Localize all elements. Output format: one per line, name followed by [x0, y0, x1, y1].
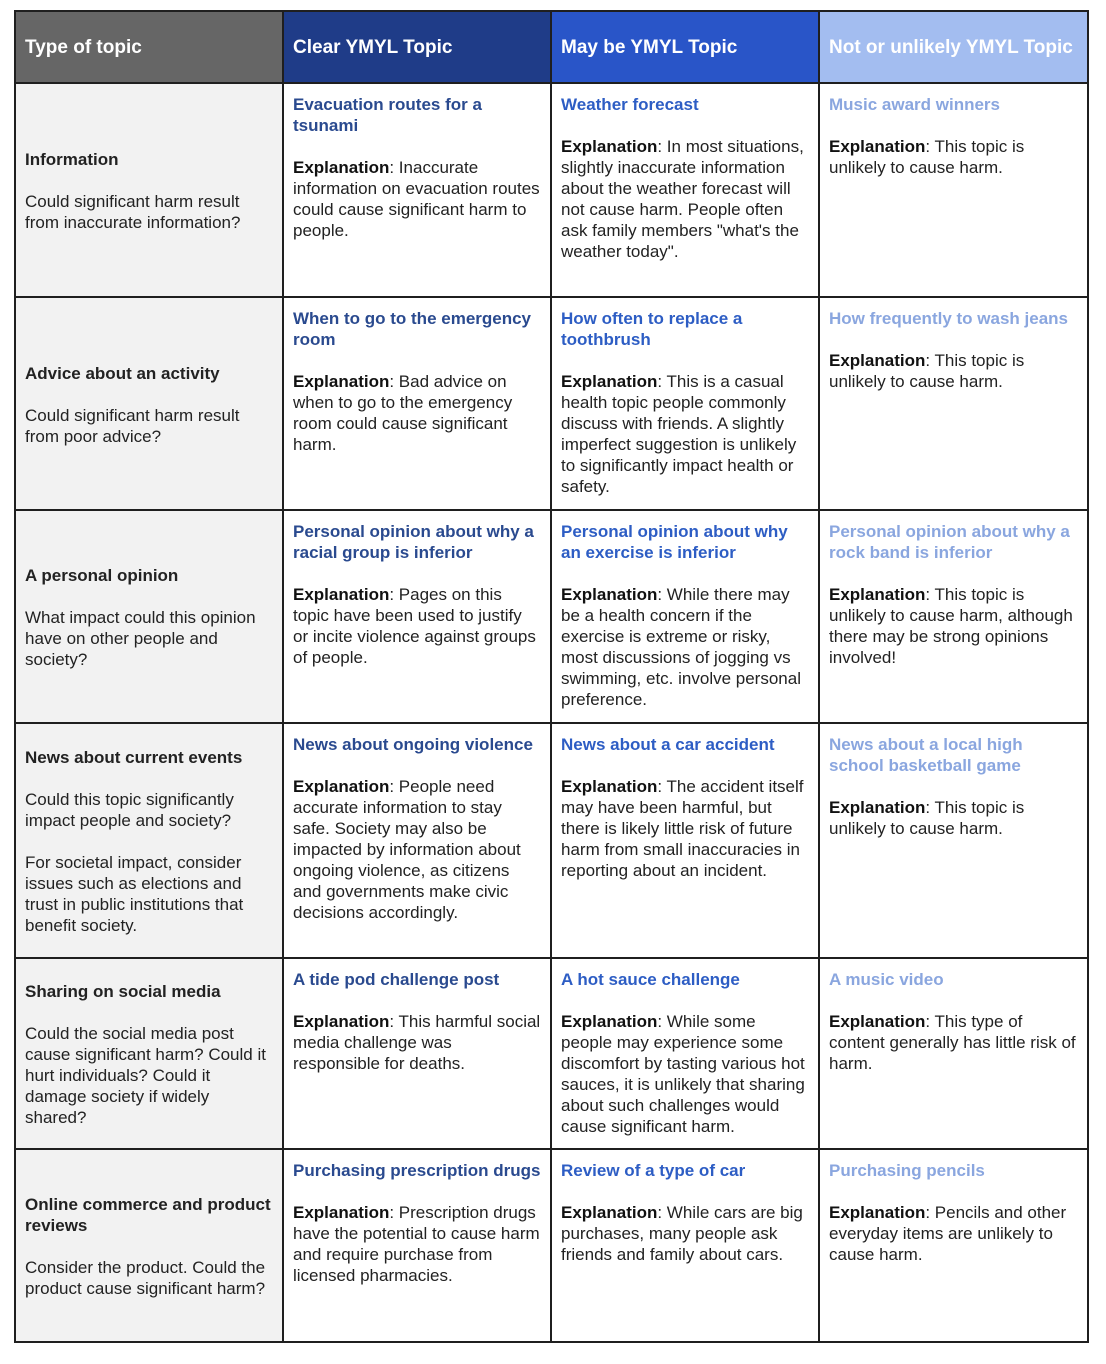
not-ymyl-cell	[819, 297, 1088, 510]
example-title: Personal opinion about why an exercise is inferior	[561, 522, 788, 562]
example-title: News about a local high school basketball game	[829, 735, 1023, 775]
table-row	[15, 83, 1088, 297]
explanation-label: Explanation	[293, 585, 390, 604]
explanation-label: Explanation	[561, 372, 658, 391]
topic-name: Sharing on social media	[25, 982, 221, 1001]
example-title: Personal opinion about why a rock band is inferior	[829, 522, 1070, 562]
may-be-ymyl-cell	[551, 958, 819, 1149]
may-be-ymyl-cell	[551, 510, 819, 723]
topic-description: Could significant harm result from inaccurate information?	[25, 192, 241, 232]
example-title: Purchasing prescription drugs	[293, 1161, 541, 1180]
topic-cell	[15, 723, 283, 958]
explanation-label: Explanation	[829, 351, 926, 370]
may-be-ymyl-cell	[551, 723, 819, 958]
explanation-text: : While some people may experience some discomfort by tasting various hot sauces, it is unlikely that sharing about such challenges would cause significant harm.	[561, 1012, 805, 1136]
may-be-ymyl-cell	[551, 297, 819, 510]
example-title: How frequently to wash jeans	[829, 309, 1068, 328]
clear-ymyl-cell	[283, 723, 551, 958]
explanation-label: Explanation	[561, 585, 658, 604]
example-title: Purchasing pencils	[829, 1161, 985, 1180]
example-title: When to go to the emergency room	[293, 309, 532, 349]
explanation-label: Explanation	[293, 158, 390, 177]
topic-cell	[15, 83, 283, 297]
header-clear-ymyl: Clear YMYL Topic	[283, 11, 551, 83]
explanation-text: : This harmful social media challenge was responsible for deaths.	[293, 1012, 541, 1073]
explanation-text: : This topic is unlikely to cause harm.	[829, 137, 1025, 177]
ymyl-topic-table	[14, 10, 1089, 1343]
topic-description: Consider the product. Could the product cause significant harm?	[25, 1258, 266, 1298]
explanation-text: : While there may be a health concern if the exercise is extreme or risky, most discussions of jogging vs swimming, etc. involve personal preference.	[561, 585, 801, 709]
explanation-label: Explanation	[829, 1012, 926, 1031]
table-row	[15, 297, 1088, 510]
example-title: Music award winners	[829, 95, 1000, 114]
not-ymyl-cell	[819, 510, 1088, 723]
not-ymyl-cell	[819, 958, 1088, 1149]
explanation-text: : This topic is unlikely to cause harm.	[829, 798, 1025, 838]
explanation-label: Explanation	[293, 1203, 390, 1222]
header-not-ymyl: Not or unlikely YMYL Topic	[819, 11, 1088, 83]
topic-cell	[15, 1149, 283, 1342]
explanation-label: Explanation	[561, 137, 658, 156]
example-title: Weather forecast	[561, 95, 699, 114]
topic-name: A personal opinion	[25, 566, 179, 585]
table-row	[15, 510, 1088, 723]
topic-name: News about current events	[25, 748, 243, 767]
explanation-text: : The accident itself may have been harmful, but there is likely little risk of future harm from small inaccuracies in reporting about an incident.	[561, 777, 804, 880]
clear-ymyl-cell	[283, 83, 551, 297]
not-ymyl-cell	[819, 1149, 1088, 1342]
clear-ymyl-cell	[283, 297, 551, 510]
topic-cell	[15, 510, 283, 723]
example-title: Evacuation routes for a tsunami	[293, 95, 482, 135]
explanation-label: Explanation	[293, 777, 390, 796]
header-type-of-topic: Type of topic	[15, 11, 283, 83]
example-title: Personal opinion about why a racial group is inferior	[293, 522, 534, 562]
explanation-text: : This type of content generally has little risk of harm.	[829, 1012, 1076, 1073]
clear-ymyl-cell	[283, 510, 551, 723]
topic-name: Advice about an activity	[25, 363, 220, 383]
explanation-text: : Pages on this topic have been used to justify or incite violence against groups of people.	[293, 585, 536, 667]
clear-ymyl-cell	[283, 958, 551, 1149]
topic-description: Could the social media post cause significant harm? Could it hurt individuals? Could it damage society if widely shared?	[25, 1024, 266, 1127]
explanation-text: : People need accurate information to stay safe. Society may also be impacted by information about ongoing violence, as citizens and governments make civic decisions accordingly.	[293, 777, 521, 922]
example-title: How often to replace a toothbrush	[561, 309, 743, 349]
explanation-label: Explanation	[561, 777, 658, 796]
clear-ymyl-cell	[283, 1149, 551, 1342]
explanation-text: : Inaccurate information on evacuation routes could cause significant harm to people.	[293, 158, 540, 240]
explanation-text: : This topic is unlikely to cause harm.	[829, 351, 1025, 391]
topic-cell	[15, 958, 283, 1149]
header-may-be-ymyl: May be YMYL Topic	[551, 11, 819, 83]
explanation-text: : Bad advice on when to go to the emergency room could cause significant harm.	[293, 372, 513, 454]
explanation-label: Explanation	[829, 798, 926, 817]
explanation-label: Explanation	[829, 585, 926, 604]
may-be-ymyl-cell	[551, 1149, 819, 1342]
topic-description: Could significant harm result from poor advice?	[25, 405, 240, 446]
topic-description: What impact could this opinion have on other people and society?	[25, 608, 256, 669]
explanation-text: : Pencils and other everyday items are unlikely to cause harm.	[829, 1203, 1067, 1264]
explanation-text: : This topic is unlikely to cause harm, although there may be strong opinions involved!	[829, 585, 1073, 667]
explanation-label: Explanation	[561, 1012, 658, 1031]
example-title: A music video	[829, 970, 944, 989]
explanation-text: : While cars are big purchases, many people ask friends and family about cars.	[561, 1203, 803, 1264]
example-title: A hot sauce challenge	[561, 970, 740, 989]
table-row	[15, 958, 1088, 1149]
example-title: News about a car accident	[561, 735, 775, 754]
explanation-text: : This is a casual health topic people commonly discuss with friends. A slightly imperfect suggestion is unlikely to significantly impact health or safety.	[561, 372, 797, 496]
example-title: News about ongoing violence	[293, 735, 533, 754]
topic-description: Could this topic significantly impact people and society? For societal impact, consider issues such as elections and trust in public institutions that benefit society.	[25, 790, 244, 935]
example-title: A tide pod challenge post	[293, 970, 500, 989]
example-title: Review of a type of car	[561, 1161, 746, 1180]
explanation-text: : In most situations, slightly inaccurate information about the weather forecast will not cause harm. People often ask family members "what's the weather today".	[561, 137, 804, 261]
table-row	[15, 723, 1088, 958]
not-ymyl-cell	[819, 723, 1088, 958]
table-row	[15, 1149, 1088, 1342]
explanation-label: Explanation	[293, 372, 390, 391]
explanation-label: Explanation	[293, 1012, 390, 1031]
topic-name: Information	[25, 150, 119, 169]
not-ymyl-cell	[819, 83, 1088, 297]
explanation-label: Explanation	[829, 1203, 926, 1222]
explanation-text: : Prescription drugs have the potential to cause harm and require purchase from licensed pharmacies.	[293, 1203, 540, 1285]
explanation-label: Explanation	[829, 137, 926, 156]
topic-name: Online commerce and product reviews	[25, 1195, 271, 1235]
header-row	[15, 11, 1088, 83]
topic-cell	[15, 297, 283, 510]
may-be-ymyl-cell	[551, 83, 819, 297]
explanation-label: Explanation	[561, 1203, 658, 1222]
